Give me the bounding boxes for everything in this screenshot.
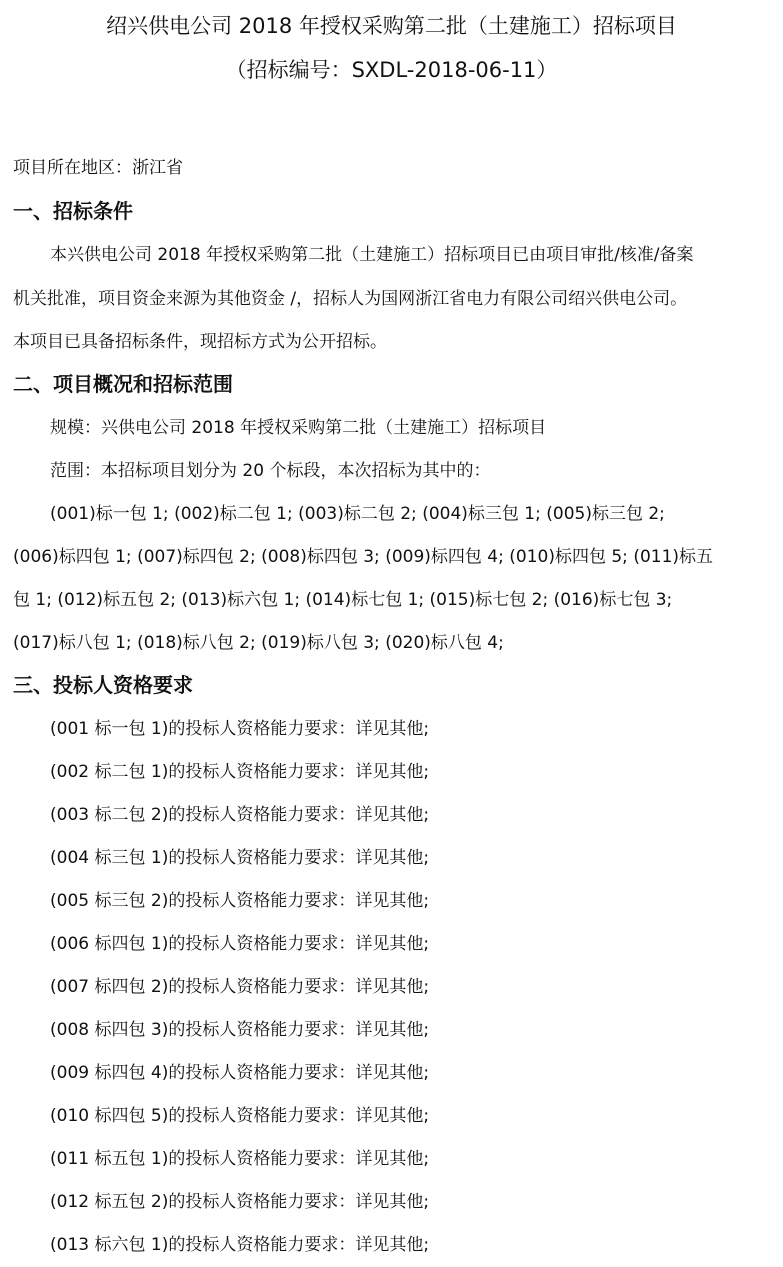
qualification-item: (010 标四包 5)的投标人资格能力要求：详见其他; (50, 1106, 430, 1126)
qualification-item: (009 标四包 4)的投标人资格能力要求：详见其他; (50, 1063, 430, 1083)
scope-text: 范围：本招标项目划分为 20 个标段，本次招标为其中的： (50, 461, 491, 481)
project-region: 项目所在地区：浙江省 (13, 158, 183, 178)
lot-line: (017)标八包 1; (018)标八包 2; (019)标八包 3; (020)标八包 4; (13, 633, 504, 653)
qualification-item: (001 标一包 1)的投标人资格能力要求：详见其他; (50, 719, 430, 739)
section-3-heading: 三、投标人资格要求 (13, 673, 193, 697)
section-2-heading: 二、项目概况和招标范围 (13, 372, 233, 396)
tender-code: （招标编号：SXDL-2018-06-11） (225, 58, 558, 82)
section-1-heading: 一、招标条件 (13, 199, 133, 223)
qualification-item: (007 标四包 2)的投标人资格能力要求：详见其他; (50, 977, 430, 997)
section-1-line: 机关批准，项目资金来源为其他资金 /，招标人为国网浙江省电力有限公司绍兴供电公司。 (13, 289, 688, 309)
section-1-line: 本兴供电公司 2018 年授权采购第二批（土建施工）招标项目已由项目审批/核准/备案 (50, 245, 694, 265)
lot-line: (001)标一包 1; (002)标二包 1; (003)标二包 2; (004)标三包 1; (005)标三包 2; (50, 504, 665, 524)
lot-line: (006)标四包 1; (007)标四包 2; (008)标四包 3; (009)标四包 4; (010)标四包 5; (011)标五 (13, 547, 714, 567)
document-title: 绍兴供电公司 2018 年授权采购第二批（土建施工）招标项目 (106, 14, 677, 38)
qualification-item: (012 标五包 2)的投标人资格能力要求：详见其他; (50, 1192, 430, 1212)
lot-line: 包 1; (012)标五包 2; (013)标六包 1; (014)标七包 1; (015)标七包 2; (016)标七包 3; (13, 590, 673, 610)
qualification-item: (005 标三包 2)的投标人资格能力要求：详见其他; (50, 891, 430, 911)
qualification-item: (004 标三包 1)的投标人资格能力要求：详见其他; (50, 848, 430, 868)
scale-text: 规模：兴供电公司 2018 年授权采购第二批（土建施工）招标项目 (50, 418, 547, 438)
qualification-item: (011 标五包 1)的投标人资格能力要求：详见其他; (50, 1149, 430, 1169)
qualification-item: (002 标二包 1)的投标人资格能力要求：详见其他; (50, 762, 430, 782)
qualification-item: (003 标二包 2)的投标人资格能力要求：详见其他; (50, 805, 430, 825)
section-1-line: 本项目已具备招标条件，现招标方式为公开招标。 (13, 332, 387, 352)
qualification-item: (008 标四包 3)的投标人资格能力要求：详见其他; (50, 1020, 430, 1040)
qualification-item: (006 标四包 1)的投标人资格能力要求：详见其他; (50, 934, 430, 954)
qualification-item: (013 标六包 1)的投标人资格能力要求：详见其他; (50, 1235, 430, 1255)
